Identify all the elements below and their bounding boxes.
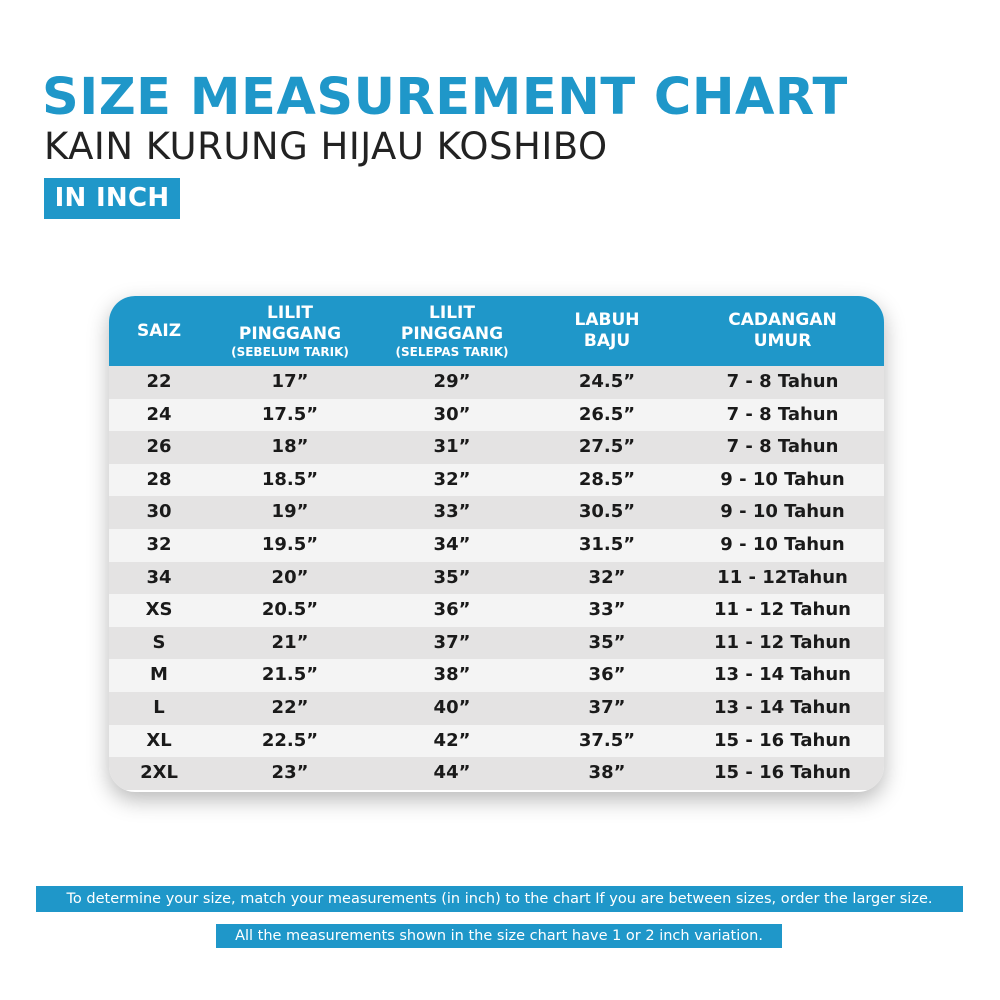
cell-saiz: XS	[145, 599, 173, 621]
cell-lilit-pinggang-selepas: 44”	[433, 762, 471, 784]
column-header-line: UMUR	[753, 331, 812, 351]
cell-labuh-baju: 38”	[588, 762, 626, 784]
cell-labuh-baju: 27.5”	[578, 436, 636, 458]
cell-labuh-baju: 28.5”	[578, 468, 636, 490]
cell-lilit-pinggang-selepas: 34”	[433, 533, 471, 555]
column-header-line: CADANGAN	[728, 310, 837, 330]
cell-saiz: 28	[146, 468, 172, 490]
cell-labuh-baju: 35”	[588, 631, 626, 653]
cell-lilit-pinggang-sebelum: 21.5”	[261, 664, 319, 686]
cell-cadangan-umur: 7 - 8 Tahun	[726, 436, 839, 458]
cell-lilit-pinggang-sebelum: 22.5”	[261, 729, 319, 751]
table-row	[109, 366, 884, 399]
table-row	[109, 399, 884, 432]
cell-labuh-baju: 30.5”	[578, 501, 636, 523]
cell-lilit-pinggang-selepas: 38”	[433, 664, 471, 686]
column-header-line: LABUH	[574, 310, 640, 330]
table-row	[109, 562, 884, 595]
cell-cadangan-umur: 11 - 12 Tahun	[714, 599, 851, 621]
cell-saiz: 34	[146, 566, 172, 588]
column-header-saiz	[109, 296, 209, 366]
cell-saiz: 30	[146, 501, 172, 523]
cell-saiz: M	[150, 664, 168, 686]
cell-lilit-pinggang-sebelum: 17”	[271, 371, 309, 392]
cell-lilit-pinggang-selepas: 42”	[433, 729, 471, 751]
cell-cadangan-umur: 9 - 10 Tahun	[720, 533, 845, 555]
cell-labuh-baju: 32”	[588, 566, 626, 588]
product-subtitle: KAIN KURUNG HIJAU KOSHIBO	[44, 125, 608, 168]
column-header-line: BAJU	[583, 331, 631, 351]
size-chart-table	[109, 296, 884, 792]
cell-labuh-baju: 33”	[588, 599, 626, 621]
cell-lilit-pinggang-sebelum: 19.5”	[261, 533, 319, 555]
cell-cadangan-umur: 15 - 16 Tahun	[714, 729, 851, 751]
cell-lilit-pinggang-selepas: 29”	[433, 371, 471, 392]
unit-badge: IN INCH	[44, 178, 180, 219]
cell-saiz: S	[152, 631, 166, 653]
table-row	[109, 496, 884, 529]
cell-lilit-pinggang-selepas: 31”	[433, 436, 471, 458]
table-row	[109, 431, 884, 464]
cell-cadangan-umur: 11 - 12 Tahun	[714, 631, 851, 653]
table-body	[109, 366, 884, 790]
cell-lilit-pinggang-sebelum: 20.5”	[261, 599, 319, 621]
column-header-line: PINGGANG	[400, 323, 504, 344]
cell-lilit-pinggang-selepas: 37”	[433, 631, 471, 653]
cell-saiz: L	[153, 696, 165, 718]
column-header-note: (SEBELUM TARIK)	[231, 344, 349, 359]
cell-lilit-pinggang-selepas: 40”	[433, 696, 471, 718]
table-row	[109, 757, 884, 790]
table-row	[109, 692, 884, 725]
cell-saiz: 2XL	[140, 762, 178, 784]
cell-lilit-pinggang-selepas: 35”	[433, 566, 471, 588]
cell-lilit-pinggang-selepas: 33”	[433, 501, 471, 523]
column-header-line: LILIT	[267, 302, 313, 323]
cell-lilit-pinggang-selepas: 30”	[433, 403, 471, 425]
cell-lilit-pinggang-sebelum: 19”	[271, 501, 309, 523]
cell-labuh-baju: 37”	[588, 696, 626, 718]
cell-saiz: 24	[146, 403, 172, 425]
cell-saiz: 32	[146, 533, 172, 555]
cell-lilit-pinggang-sebelum: 18”	[271, 436, 309, 458]
table-row	[109, 725, 884, 758]
table-row	[109, 594, 884, 627]
cell-labuh-baju: 37.5”	[578, 729, 636, 751]
cell-lilit-pinggang-sebelum: 23”	[271, 762, 309, 784]
column-header-line: LILIT	[429, 302, 475, 323]
table-row	[109, 659, 884, 692]
size-fit-note: To determine your size, match your measurements (in inch) to the chart If you are between sizes, order the larger size.	[36, 886, 963, 912]
cell-lilit-pinggang-selepas: 36”	[433, 599, 471, 621]
column-header-lilit-pinggang-selepas	[371, 296, 533, 366]
cell-labuh-baju: 31.5”	[578, 533, 636, 555]
cell-cadangan-umur: 9 - 10 Tahun	[720, 501, 845, 523]
cell-labuh-baju: 26.5”	[578, 403, 636, 425]
table-row	[109, 627, 884, 660]
cell-saiz: XL	[146, 729, 172, 751]
variation-note: All the measurements shown in the size chart have 1 or 2 inch variation.	[216, 924, 782, 948]
cell-cadangan-umur: 7 - 8 Tahun	[726, 403, 839, 425]
cell-saiz: 22	[146, 371, 172, 392]
cell-cadangan-umur: 15 - 16 Tahun	[714, 762, 851, 784]
column-header-lilit-pinggang-sebelum	[209, 296, 371, 366]
cell-cadangan-umur: 13 - 14 Tahun	[714, 664, 851, 686]
cell-labuh-baju: 24.5”	[578, 371, 636, 392]
cell-lilit-pinggang-sebelum: 22”	[271, 696, 309, 718]
table-row	[109, 464, 884, 497]
cell-saiz: 26	[146, 436, 172, 458]
cell-lilit-pinggang-sebelum: 20”	[271, 566, 309, 588]
cell-lilit-pinggang-selepas: 32”	[433, 468, 471, 490]
cell-cadangan-umur: 9 - 10 Tahun	[720, 468, 845, 490]
cell-lilit-pinggang-sebelum: 18.5”	[261, 468, 319, 490]
cell-cadangan-umur: 11 - 12Tahun	[717, 566, 848, 588]
cell-labuh-baju: 36”	[588, 664, 626, 686]
column-header-note: (SELEPAS TARIK)	[395, 344, 509, 359]
page-title: SIZE MEASUREMENT CHART	[42, 68, 848, 127]
column-header-line: SAIZ	[136, 320, 182, 341]
column-header-line: PINGGANG	[238, 323, 342, 344]
cell-lilit-pinggang-sebelum: 17.5”	[261, 403, 319, 425]
table-header	[109, 296, 884, 366]
cell-cadangan-umur: 7 - 8 Tahun	[726, 371, 839, 392]
cell-cadangan-umur: 13 - 14 Tahun	[714, 696, 851, 718]
column-header-cadangan-umur	[681, 296, 884, 366]
table-row	[109, 529, 884, 562]
cell-lilit-pinggang-sebelum: 21”	[271, 631, 309, 653]
column-header-labuh-baju	[533, 296, 681, 366]
